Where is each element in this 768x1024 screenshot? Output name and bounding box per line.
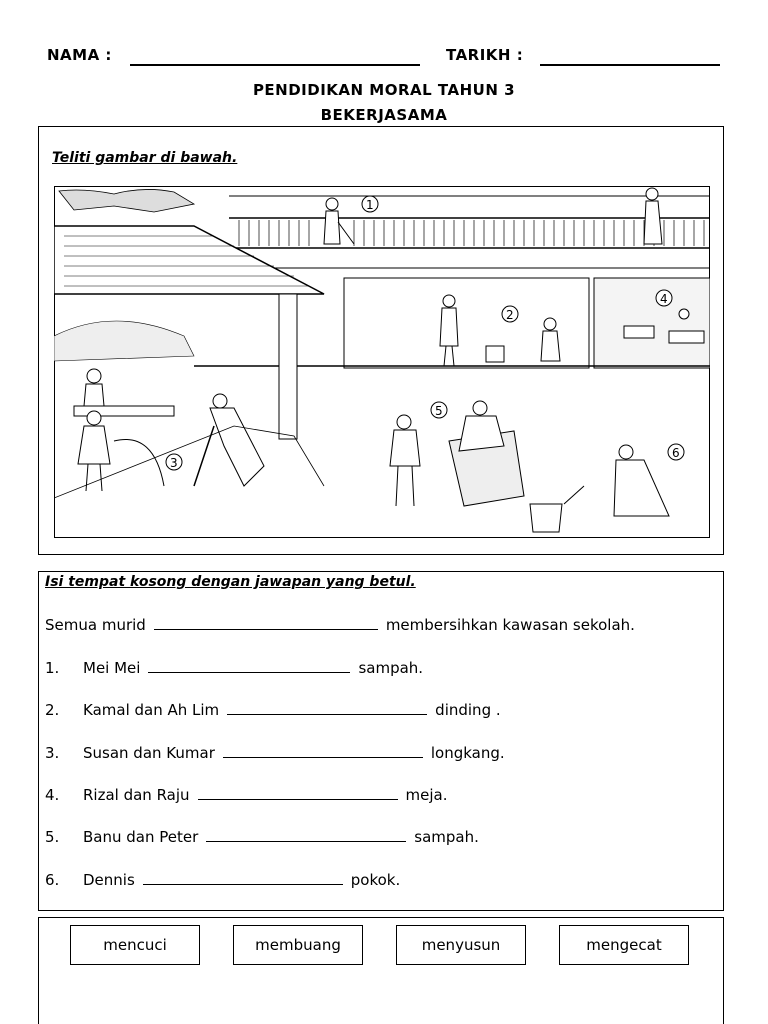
answer-blank-6[interactable] xyxy=(143,872,343,885)
example-before: Semua murid xyxy=(45,616,146,634)
example-blank[interactable] xyxy=(154,617,378,630)
exercise-instruction: Isi tempat kosong dengan jawapan yang betul. xyxy=(45,574,416,590)
question-number: 3. xyxy=(45,744,60,762)
question-number: 4. xyxy=(45,786,60,804)
subject-title: PENDIDIKAN MORAL TAHUN 3 xyxy=(252,81,516,99)
question-subject: Rizal dan Raju xyxy=(83,786,190,804)
question-object: dinding . xyxy=(435,701,501,719)
date-field[interactable] xyxy=(540,64,720,66)
svg-text:5: 5 xyxy=(435,404,443,418)
example-sentence xyxy=(45,616,635,634)
question-1 xyxy=(45,659,423,677)
question-object: sampah. xyxy=(414,828,479,846)
question-object: longkang. xyxy=(430,744,505,762)
question-object: sampah. xyxy=(358,659,424,677)
topic-title: BEKERJASAMA xyxy=(320,106,448,124)
answer-blank-2[interactable] xyxy=(227,702,427,715)
date-label: TARIKH : xyxy=(446,46,524,64)
question-5 xyxy=(45,828,479,846)
question-object: pokok. xyxy=(350,871,401,889)
word-option-mengecat[interactable]: mengecat xyxy=(559,925,689,965)
name-label: NAMA : xyxy=(47,46,112,64)
question-subject: Mei Mei xyxy=(83,659,141,677)
question-subject: Dennis xyxy=(83,871,135,889)
school-cleaning-illustration xyxy=(54,186,710,538)
question-subject: Kamal dan Ah Lim xyxy=(83,701,220,719)
question-subject: Susan dan Kumar xyxy=(83,744,215,762)
svg-text:2: 2 xyxy=(506,308,514,322)
question-6 xyxy=(45,871,400,889)
svg-text:3: 3 xyxy=(170,456,178,470)
answer-blank-5[interactable] xyxy=(206,829,406,842)
question-number: 6. xyxy=(45,871,60,889)
question-object: meja. xyxy=(405,786,448,804)
question-subject: Banu dan Peter xyxy=(83,828,199,846)
svg-text:6: 6 xyxy=(672,446,680,460)
question-number: 2. xyxy=(45,701,60,719)
word-option-menyusun[interactable]: menyusun xyxy=(396,925,526,965)
question-2 xyxy=(45,701,501,719)
name-field[interactable] xyxy=(130,64,420,66)
word-option-mencuci[interactable]: mencuci xyxy=(70,925,200,965)
svg-text:1: 1 xyxy=(366,198,374,212)
question-number: 1. xyxy=(45,659,60,677)
answer-blank-1[interactable] xyxy=(148,660,350,673)
example-after: membersihkan kawasan sekolah. xyxy=(385,616,635,634)
answer-blank-3[interactable] xyxy=(223,745,423,758)
picture-instruction: Teliti gambar di bawah. xyxy=(52,150,238,166)
question-3 xyxy=(45,744,505,762)
question-number: 5. xyxy=(45,828,60,846)
word-option-membuang[interactable]: membuang xyxy=(233,925,363,965)
svg-text:4: 4 xyxy=(660,292,668,306)
answer-blank-4[interactable] xyxy=(198,787,398,800)
question-4 xyxy=(45,786,448,804)
